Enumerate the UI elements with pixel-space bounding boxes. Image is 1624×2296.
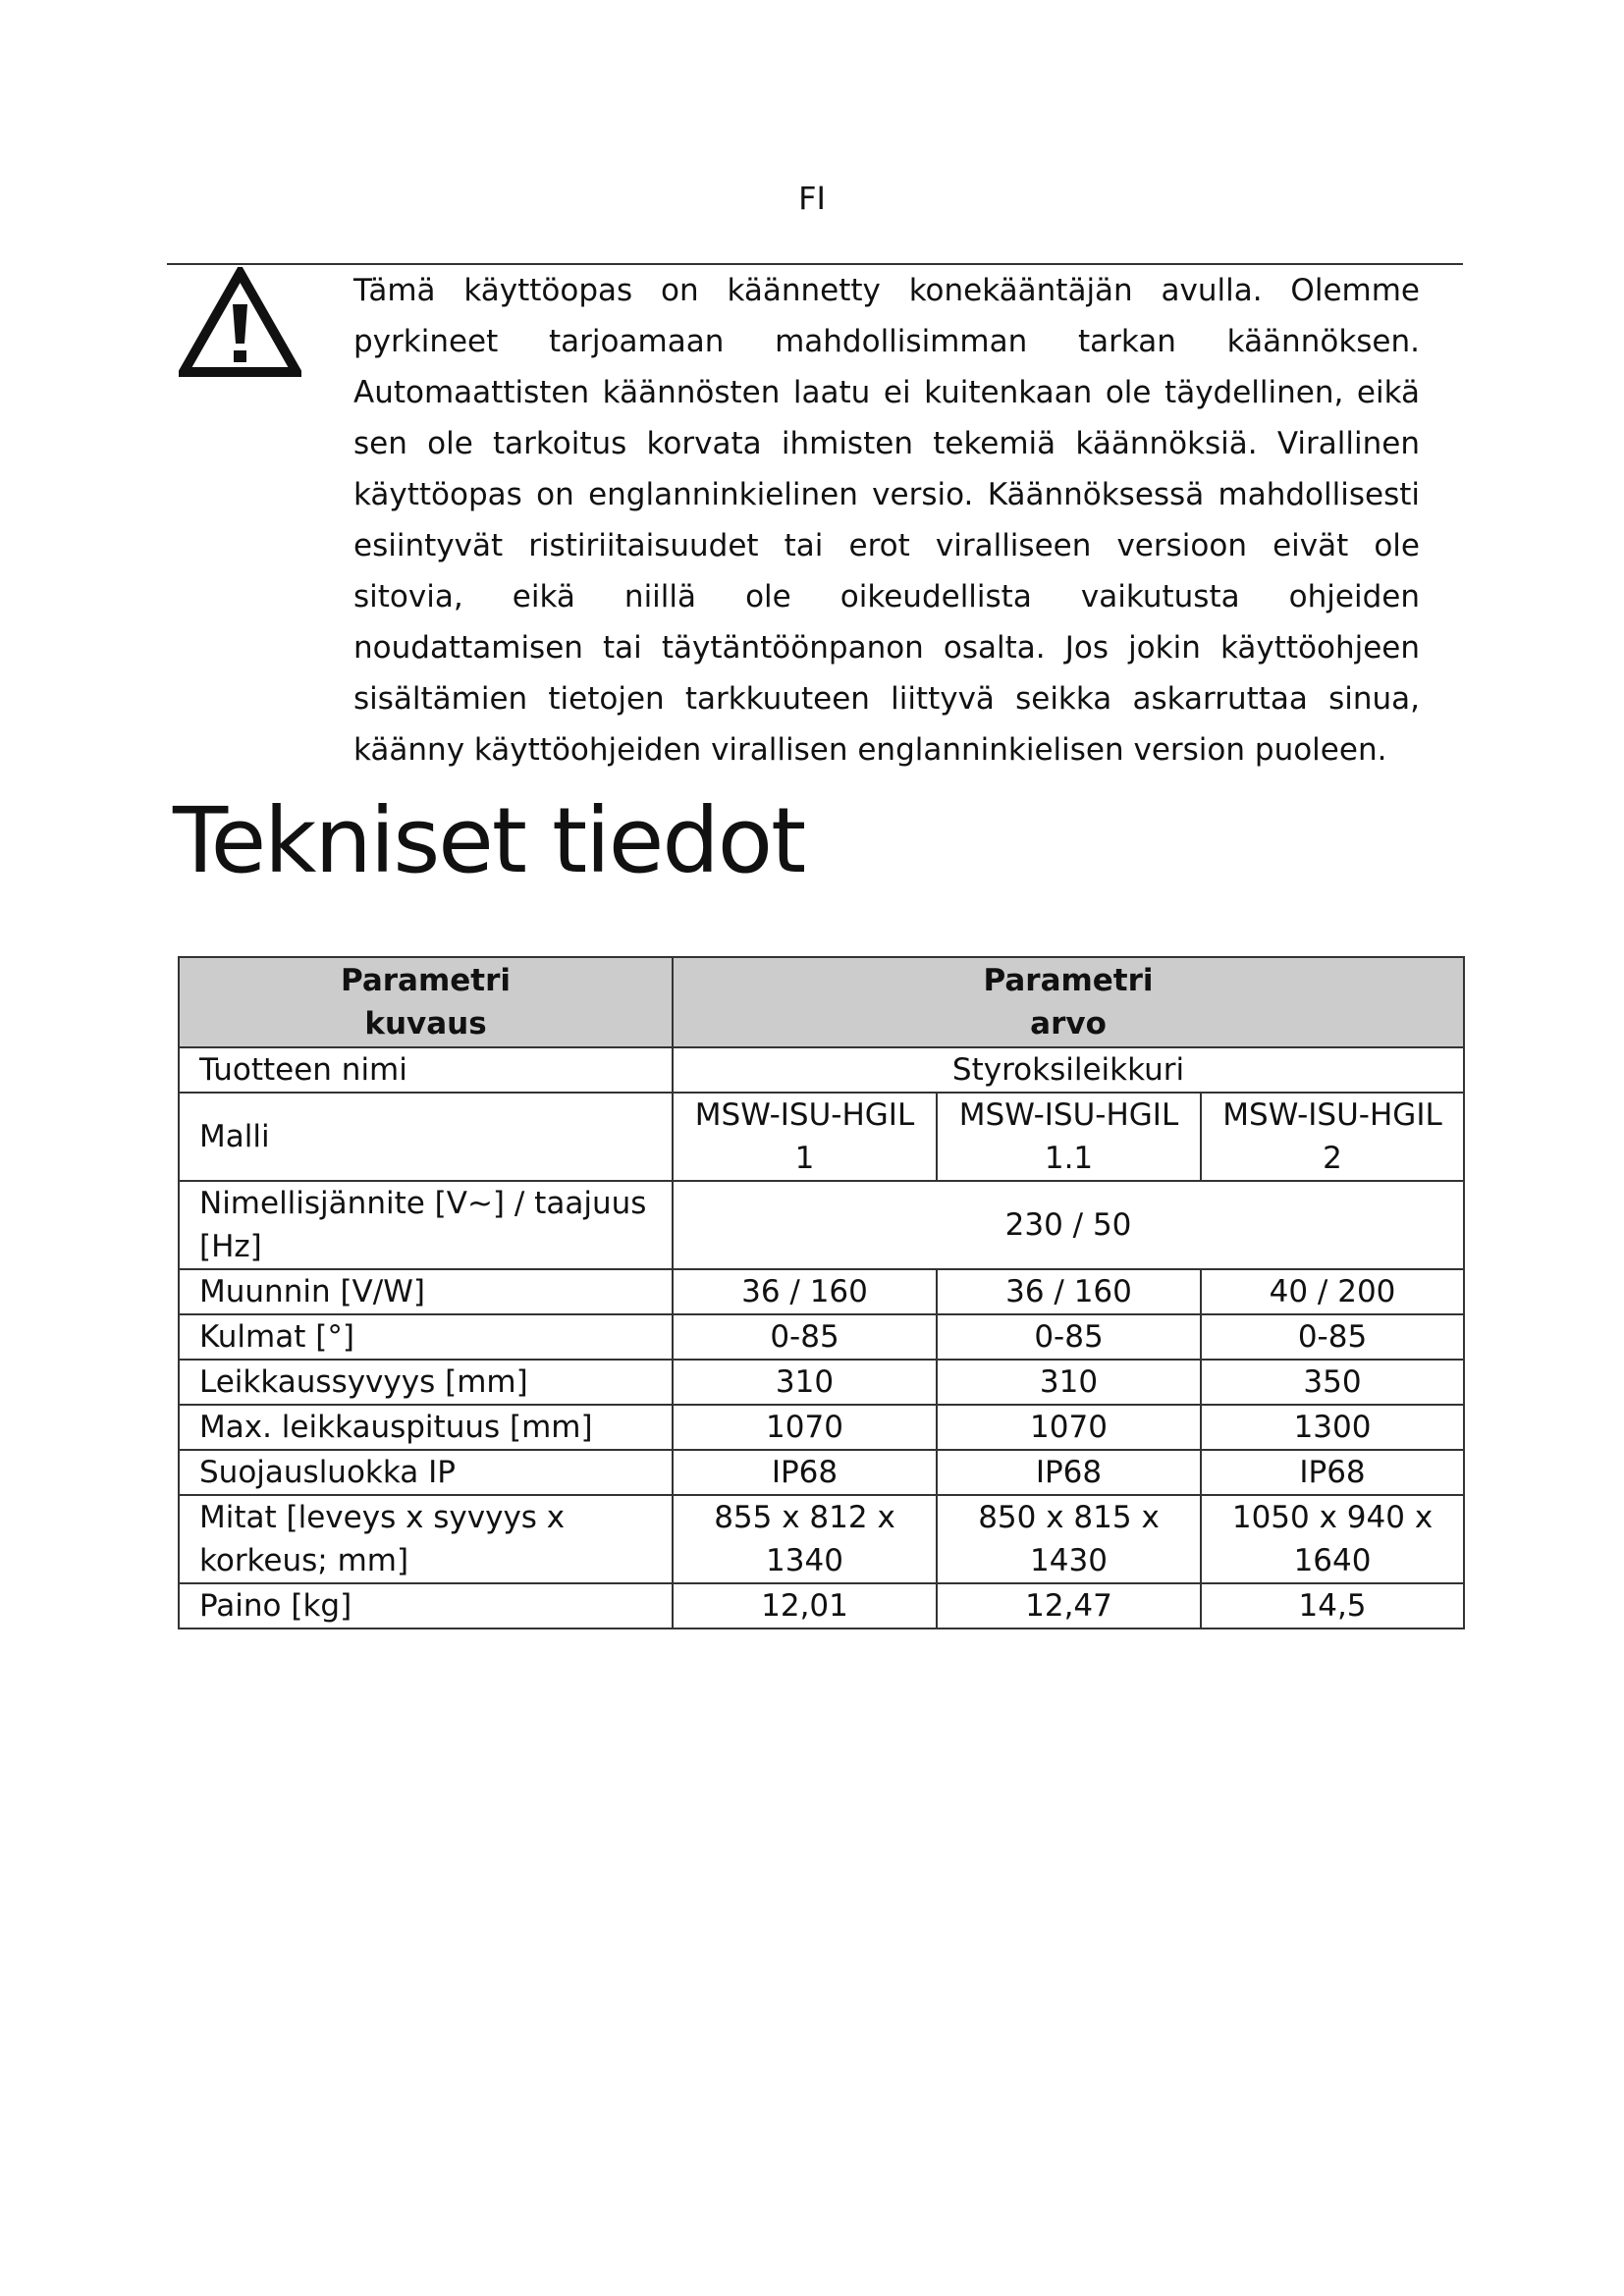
row-label: Max. leikkauspituus [mm] (179, 1405, 673, 1450)
model-value-1: MSW-ISU-HGIL 1 (673, 1093, 937, 1181)
row-value: 0-85 (673, 1314, 937, 1360)
row-value: 310 (673, 1360, 937, 1405)
row-value: IP68 (937, 1450, 1201, 1495)
table-row-product-name (179, 1047, 1464, 1093)
row-value: 12,47 (937, 1583, 1201, 1629)
table-row (179, 1314, 1464, 1360)
row-label: Kulmat [°] (179, 1314, 673, 1360)
translation-disclaimer: Tämä käyttöopas on käännetty konekääntäjän avulla. Olemme pyrkineet tarjoamaan mahdollisimman tarkan käännöksen. Automaattisten käännösten laatu ei kuitenkaan ole täydellinen, eikä sen ole tarkoitus korvata ihmisten tekemiä käännöksiä. Virallinen käyttöopas on englanninkielinen versio. Käännöksessä mahdollisesti esiintyvät ristiriitaisuudet tai erot viralliseen versioon eivät ole sitovia, eikä niillä ole oikeudellista vaikutusta ohjeiden noudattamisen tai täytäntöönpanon osalta. Jos jokin käyttöohjeen sisältämien tietojen tarkkuuteen liittyvä seikka askarruttaa sinua, käänny käyttöohjeiden virallisen englanninkielisen version puoleen. (353, 273, 1420, 768)
row-value: 36 / 160 (937, 1269, 1201, 1314)
row-label: Tuotteen nimi (179, 1047, 673, 1093)
row-label: Suojausluokka IP (179, 1450, 673, 1495)
row-label: Nimellisjännite [V~] / taajuus [Hz] (179, 1181, 673, 1269)
row-label: Malli (179, 1093, 673, 1181)
model-value-2: MSW-ISU-HGIL 1.1 (937, 1093, 1201, 1181)
row-label: Muunnin [V/W] (179, 1269, 673, 1314)
table-row-model (179, 1093, 1464, 1181)
row-value: 310 (937, 1360, 1201, 1405)
technical-specifications-table (178, 956, 1465, 1629)
table-row (179, 1269, 1464, 1314)
row-value: 0-85 (1201, 1314, 1464, 1360)
row-value: 14,5 (1201, 1583, 1464, 1629)
language-code: FI (798, 180, 826, 217)
row-value: 12,01 (673, 1583, 937, 1629)
row-label: Paino [kg] (179, 1583, 673, 1629)
row-value: IP68 (673, 1450, 937, 1495)
table-row-weight (179, 1583, 1464, 1629)
table-row-dimensions (179, 1495, 1464, 1583)
table-row-voltage (179, 1181, 1464, 1269)
row-value: 230 / 50 (673, 1181, 1464, 1269)
header-parameter-description: Parametri kuvaus (179, 957, 673, 1047)
model-value-3: MSW-ISU-HGIL 2 (1201, 1093, 1464, 1181)
row-label: Mitat [leveys x syvyys x korkeus; mm] (179, 1495, 673, 1583)
row-label: Leikkaussyvyys [mm] (179, 1360, 673, 1405)
row-value: 1070 (673, 1405, 937, 1450)
row-value: 1070 (937, 1405, 1201, 1450)
row-value: 350 (1201, 1360, 1464, 1405)
table-row (179, 1450, 1464, 1495)
row-value: Styroksileikkuri (673, 1047, 1464, 1093)
row-value: 1300 (1201, 1405, 1464, 1450)
table-row (179, 1405, 1464, 1450)
row-value: 0-85 (937, 1314, 1201, 1360)
row-value: IP68 (1201, 1450, 1464, 1495)
warning-triangle-icon (179, 267, 301, 377)
table-row (179, 1360, 1464, 1405)
section-title: Tekniset tiedot (173, 788, 805, 893)
row-value: 855 x 812 x 1340 (673, 1495, 937, 1583)
row-value: 1050 x 940 x 1640 (1201, 1495, 1464, 1583)
row-value: 40 / 200 (1201, 1269, 1464, 1314)
table-header-row (179, 957, 1464, 1047)
header-parameter-value: Parametri arvo (673, 957, 1464, 1047)
row-value: 36 / 160 (673, 1269, 937, 1314)
row-value: 850 x 815 x 1430 (937, 1495, 1201, 1583)
